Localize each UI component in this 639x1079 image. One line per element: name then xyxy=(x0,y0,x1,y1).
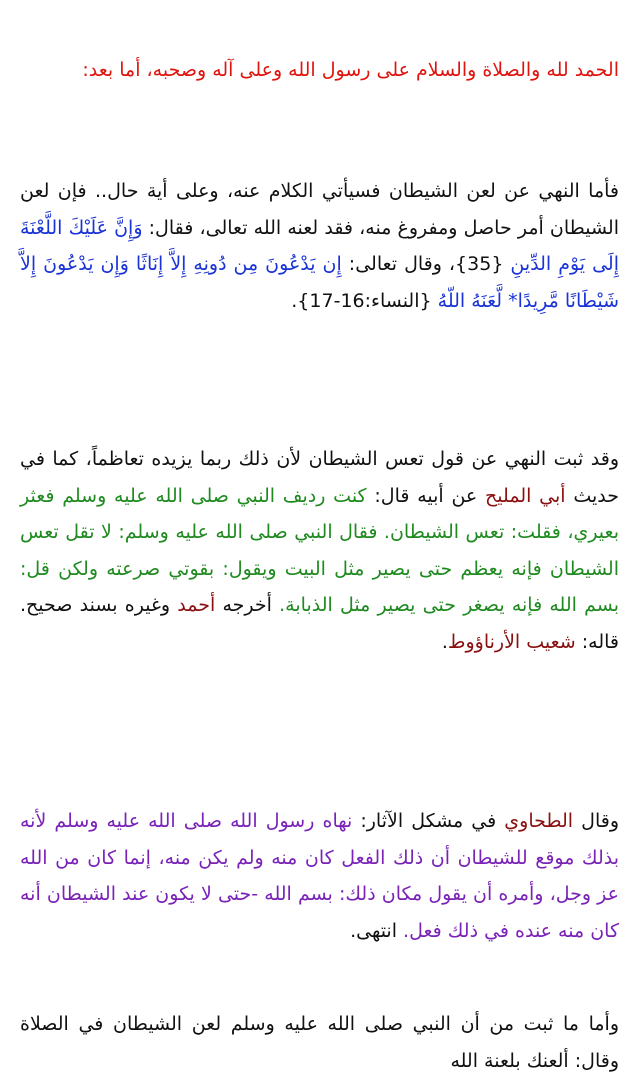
hadith-connector: عن أبيه قال: xyxy=(366,484,486,507)
paragraph-cursing-satan xyxy=(20,173,619,319)
source-name: أحمد xyxy=(177,594,216,616)
scholar-name: شعيب الأرناؤوط xyxy=(447,630,576,653)
cut-off-text: وأما ما ثبت من أن النبي صلى الله عليه وسلم لعن الشيطان في الصلاة وقال: ألعنك بلعنة الله xyxy=(20,1013,619,1072)
end-marker: انتهى. xyxy=(350,919,404,942)
book-reference: في مشكل الآثار: xyxy=(352,810,505,832)
hadith-text: كنت رديف النبي صلى الله عليه وسلم فعثر بعيري، فقلت: تعس الشيطان. فقال النبي صلى الله عليه وسلم: لا تقل تعس الشيطان فإنه يعظم حتى يصير مثل البيت ويقول: بقوتي صرعته ولكن قل: بسم الله فإنه يصغر حتى يصير مثل الذبابة. xyxy=(20,484,620,616)
period: . xyxy=(441,630,448,653)
hadith-intro: وقد ثبت النهي عن قول تعس الشيطان لأن ذلك ربما يزيده تعاظماً، كما في حديث xyxy=(20,448,619,507)
intro-text: فأما النهي عن لعن الشيطان فسيأتي الكلام عنه، وعلى أية حال.. فإن لعن الشيطان أمر حاصل ومفروغ منه، فقد لعنه الله تعالى، فقال: xyxy=(20,180,619,239)
authentication-text: وغيره بسند صحيح. قاله: xyxy=(20,594,619,653)
opening-invocation-text: الحمد لله والصلاة والسلام على رسول الله وعلى آله وصحبه، أما بعد: xyxy=(82,59,619,81)
paragraph-tahawi xyxy=(20,803,619,949)
source-intro: أخرجه xyxy=(215,594,280,616)
quran-verse-1: وَإِنَّ عَلَيْكَ اللَّعْنَةَ إِلَى يَوْمِ الدِّينِ xyxy=(20,216,619,275)
tahawi-quote: نهاه رسول الله صلى الله عليه وسلم لأنه بذلك موقع للشيطان أن ذلك الفعل كان منه ولم يكن منه، إنما كان من الله عز وجل، وأمره أن يقول مكان ذلك: بسم الله -حتى لا يكون عند الشيطان أنه كان منه عنده في ذلك فعل. xyxy=(20,810,619,942)
tahawi-name: الطحاوي xyxy=(504,810,574,832)
paragraph-hadith xyxy=(20,441,619,660)
verse-reference-2: {النساء:16-17}. xyxy=(291,289,438,312)
paragraph-cut-off xyxy=(20,1006,619,1079)
tahawi-intro: وقال xyxy=(573,810,619,832)
narrator-name: أبي المليح xyxy=(485,484,566,507)
quran-verse-2: إِن يَدْعُونَ مِن دُونِهِ إِلاَّ إِنَاثًا وَإِن يَدْعُونَ إِلاَّ شَيْطَانًا مَّرِيدًا* لَّعَنَهُ اللّهُ xyxy=(20,253,619,312)
verse-reference-1: {35}، وقال تعالى: xyxy=(341,253,511,275)
opening-invocation xyxy=(20,52,619,89)
